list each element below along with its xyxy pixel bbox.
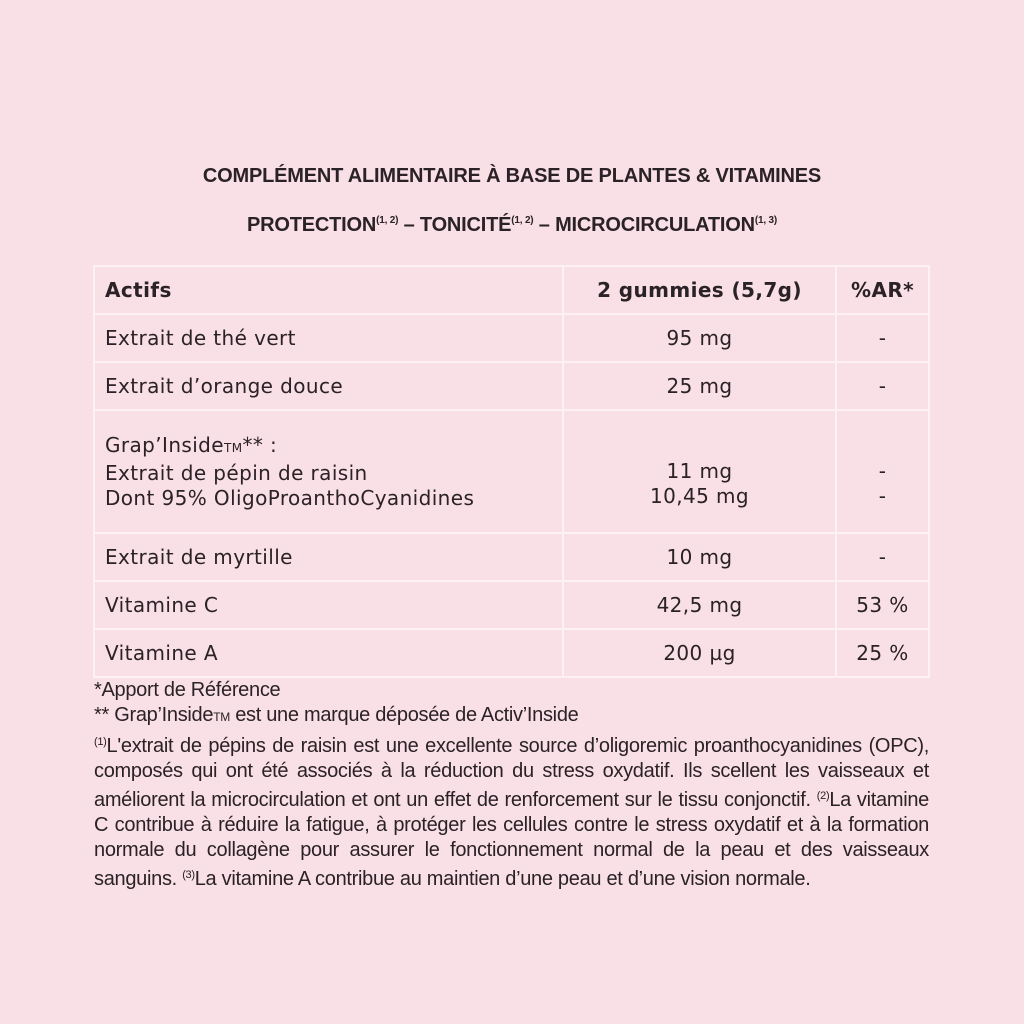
group-name: Grap’Inside bbox=[105, 432, 224, 457]
sub-amount: 11 mg bbox=[666, 459, 733, 483]
sub-ar: - bbox=[878, 459, 887, 483]
cell-name: Extrait de thé vert bbox=[94, 314, 563, 362]
footnote-ref: (3) bbox=[182, 869, 195, 881]
table-header-row bbox=[94, 266, 929, 314]
footnotes bbox=[94, 678, 929, 892]
sub-name: Dont 95% OligoProanthoCyanidines bbox=[105, 485, 475, 510]
cell-amount bbox=[563, 410, 836, 533]
nutrition-table bbox=[93, 265, 930, 678]
separator: – bbox=[398, 214, 420, 236]
sub-amount: 10,45 mg bbox=[650, 484, 749, 508]
trademark-note bbox=[94, 703, 929, 730]
ar-note: *Apport de Référence bbox=[94, 679, 281, 701]
header-ar: %AR* bbox=[836, 266, 929, 314]
cell-ar: 25 % bbox=[836, 629, 929, 677]
table-row bbox=[94, 410, 929, 533]
cell-ar: - bbox=[836, 533, 929, 581]
cell-name: Vitamine A bbox=[94, 629, 563, 677]
claim-ref: (1, 2) bbox=[376, 215, 399, 226]
header-actifs: Actifs bbox=[94, 266, 563, 314]
footnote-text: La vitamine A contribue au maintien d’une peau et d’une vision normale. bbox=[194, 868, 811, 890]
sub-ar: - bbox=[878, 484, 887, 508]
table-row bbox=[94, 533, 929, 581]
cell-amount: 42,5 mg bbox=[563, 581, 836, 629]
cell-ar bbox=[836, 410, 929, 533]
product-claims bbox=[0, 214, 1024, 237]
product-title: COMPLÉMENT ALIMENTAIRE À BASE DE PLANTES & VITAMINES bbox=[202, 165, 822, 187]
cell-ar: - bbox=[836, 314, 929, 362]
footnote-ref: (2) bbox=[816, 790, 830, 802]
table-row bbox=[94, 581, 929, 629]
cell-name: Extrait de myrtille bbox=[94, 533, 563, 581]
footnote-ref: (1) bbox=[94, 736, 107, 748]
table-row bbox=[94, 629, 929, 677]
cell-amount: 95 mg bbox=[563, 314, 836, 362]
claim-ref: (1, 2) bbox=[511, 215, 534, 226]
trademark-mark: TM bbox=[223, 440, 243, 455]
cell-amount: 25 mg bbox=[563, 362, 836, 410]
table-row bbox=[94, 362, 929, 410]
footnote-paragraph bbox=[94, 730, 929, 892]
cell-name: Vitamine C bbox=[94, 581, 563, 629]
footnote-text: L'extrait de pépins de raisin est une excellente source d’oligoremic proanthocyanidines (OPC), composés qui ont été associés à la réduction du stress oxydatif. Ils scellent les vaisseaux et améliorent la microcirculation et ont un effet de renforcement sur le tissu conjonctif. bbox=[94, 735, 929, 811]
claim-microcirculation: MICROCIRCULATION bbox=[555, 214, 755, 236]
cell-ar: 53 % bbox=[836, 581, 929, 629]
claim-tonicite: TONICITÉ bbox=[419, 214, 512, 236]
cell-amount: 200 µg bbox=[563, 629, 836, 677]
group-suffix: ** : bbox=[242, 432, 278, 457]
claim-ref: (1, 3) bbox=[754, 215, 777, 226]
table-row bbox=[94, 314, 929, 362]
cell-ar: - bbox=[836, 362, 929, 410]
trademark-text: est une marque déposée de Activ’Inside bbox=[229, 704, 579, 726]
trademark-text: ** Grap’Inside bbox=[94, 704, 214, 726]
trademark-mark: TM bbox=[213, 710, 230, 724]
sub-name: Extrait de pépin de raisin bbox=[105, 460, 368, 485]
cell-name bbox=[94, 410, 563, 533]
cell-name: Extrait d’orange douce bbox=[94, 362, 563, 410]
header-amount: 2 gummies (5,7g) bbox=[563, 266, 836, 314]
cell-amount: 10 mg bbox=[563, 533, 836, 581]
footnote-text: La vitamine C contribue à réduire la fatigue, à protéger les cellules contre le stress oxydatif et à la formation normale du collagène pour assurer le fonctionnement normal de la peau et des vaisseaux sanguins. bbox=[94, 789, 929, 890]
separator: – bbox=[533, 214, 556, 236]
claim-protection: PROTECTION bbox=[247, 214, 377, 236]
